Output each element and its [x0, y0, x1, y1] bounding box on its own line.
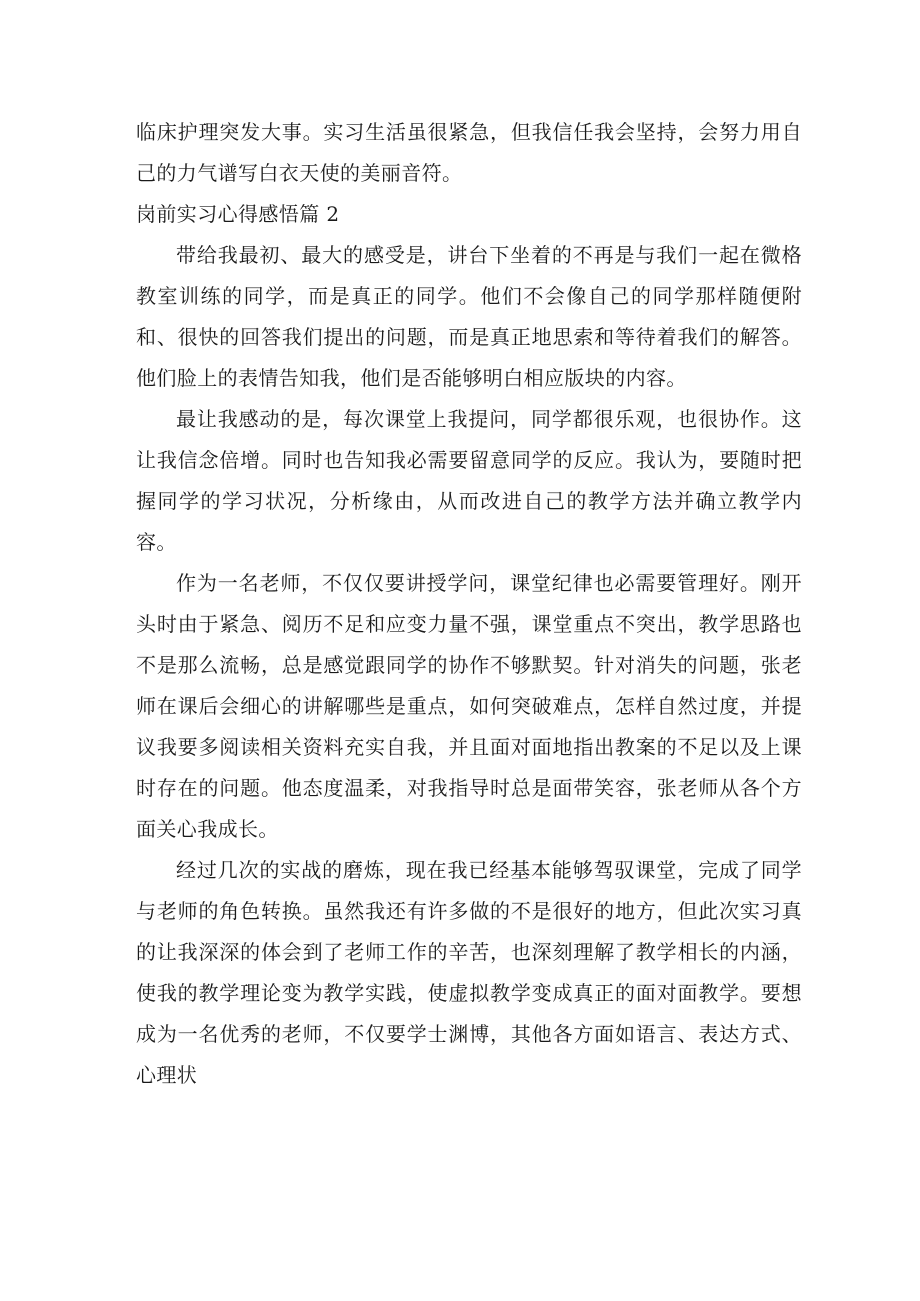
paragraph-3: 作为一名老师，不仅仅要讲授学问，课堂纪律也必需要管理好。刚开头时由于紧急、阅历不足和应变力量不强，课堂重点不突出，教学思路也不是那么流畅，总是感觉跟同学的协作不够默契。针对消失的问题，张老师在课后会细心的讲解哪些是重点，如何突破难点，怎样自然过度，并提议我要多阅读相关资料充实自我，并且面对面地指出教案的不足以及上课时存在的问题。他态度温柔，对我指导时总是面带笑容，张老师从各个方面关心我成长。: [136, 571, 802, 841]
paragraph-2: 最让我感动的是，每次课堂上我提问，同学都很乐观，也很协作。这让我信念倍增。同时也告知我必需要留意同学的反应。我认为，要随时把握同学的学习状况，分析缘由，从而改进自己的教学方法并确立教学内容。: [136, 407, 802, 554]
paragraph-1: 带给我最初、最大的感受是，讲台下坐着的不再是与我们一起在微格教室训练的同学，而是真正的同学。他们不会像自己的同学那样随便附和、很快的回答我们提出的问题，而是真正地思索和等待着我们的解答。他们脸上的表情告知我，他们是否能够明白相应版块的内容。: [136, 243, 802, 390]
continuation-paragraph: 临床护理突发大事。实习生活虽很紧急，但我信任我会坚持，会努力用自己的力气谱写白衣天使的美丽音符。: [136, 120, 802, 185]
section-title: 岗前实习心得感悟篇 2: [136, 202, 340, 226]
paragraph-4: 经过几次的实战的磨炼，现在我已经基本能够驾驭课堂，完成了同学与老师的角色转换。虽然我还有许多做的不是很好的地方，但此次实习真的让我深深的体会到了老师工作的辛苦，也深刻理解了教学相长的内涵，使我的教学理论变为教学实践，使虚拟教学变成真正的面对面教学。要想成为一名优秀的老师，不仅要学士渊博，其他各方面如语言、表达方式、心理状: [136, 858, 802, 1087]
document-body: [136, 112, 802, 1096]
